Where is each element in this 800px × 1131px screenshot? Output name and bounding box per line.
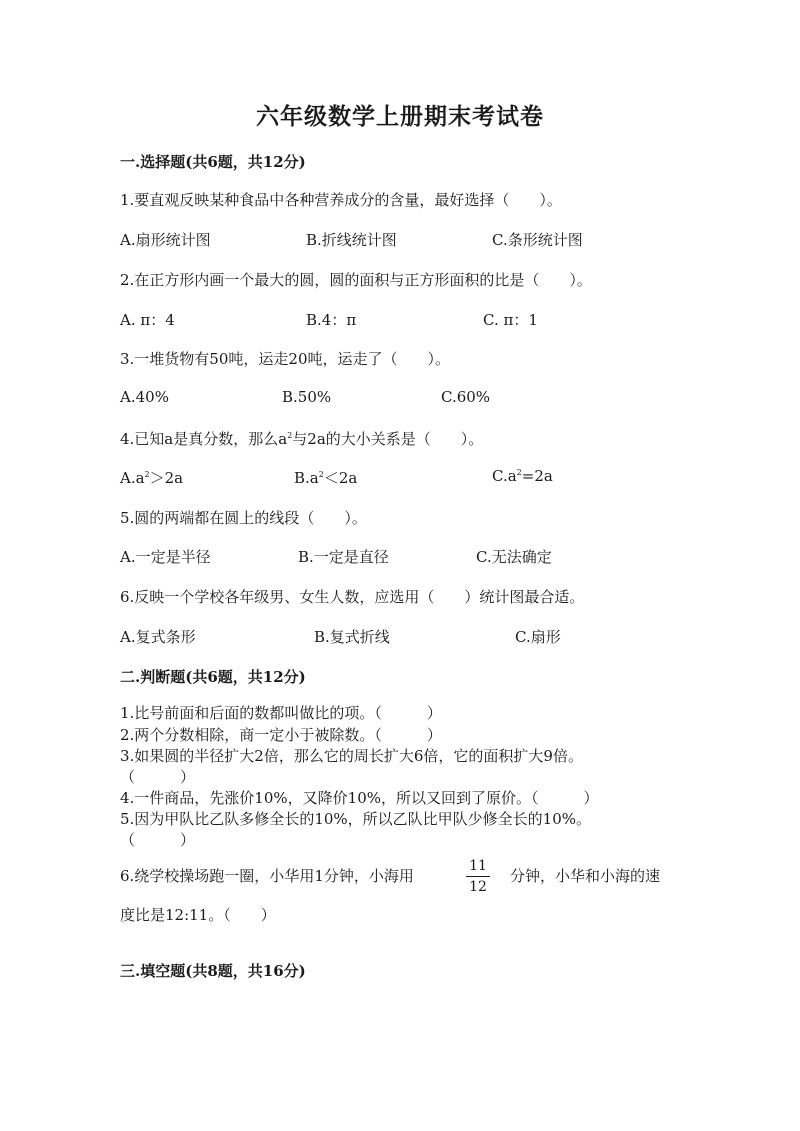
question-3-option-b: B.50%	[282, 388, 332, 406]
question-4-option-c: $C.a^2=2a$	[492, 467, 553, 485]
question-6-option-b: B.复式折线	[314, 628, 390, 646]
question-1: 1.要直观反映某种食品中各种营养成分的含量，最好选择（ ）。	[120, 191, 562, 209]
fraction-bar	[466, 876, 490, 877]
question-5-option-a: A.一定是半径	[120, 548, 211, 566]
question-6-option-a: A.复式条形	[120, 628, 196, 646]
question-1-option-a: A.扇形统计图	[120, 231, 211, 249]
tf-question-2: 2.两个分数相除，商一定小于被除数。（ ）	[120, 726, 442, 744]
fraction-11-12	[466, 858, 490, 896]
question-4-option-a: $A.a^2>2a$	[120, 469, 184, 487]
section-heading-true-false: 二.判断题(共6题，共12分)	[120, 668, 306, 686]
question-3-option-a: A.40%	[120, 388, 169, 406]
question-3-option-c: C.60%	[441, 388, 491, 406]
question-2-option-c: C. π：1	[483, 311, 538, 329]
tf-question-6-part-2: 分钟，小华和小海的速	[510, 867, 661, 885]
question-5: 5.圆的两端都在圆上的线段（ ）。	[120, 509, 367, 527]
tf-question-3-answer-blank: （ ）	[120, 768, 196, 786]
question-6-option-c: C.扇形	[515, 628, 561, 646]
question-4: 4.已知a是真分数，那么$a^2$与2a的大小关系是（ ）。	[120, 430, 484, 448]
fraction-numerator: 11	[469, 858, 487, 874]
tf-question-1: 1.比号前面和后面的数都叫做比的项。（ ）	[120, 704, 442, 722]
question-1-option-c: C.条形统计图	[492, 231, 583, 249]
question-5-option-c: C.无法确定	[476, 548, 552, 566]
tf-question-5-answer-blank: （ ）	[120, 831, 196, 849]
question-1-option-b: B.折线统计图	[306, 231, 397, 249]
tf-question-4: 4.一件商品，先涨价10%，又降价10%，所以又回到了原价。（ ）	[120, 789, 599, 807]
tf-question-6-part-1: 6.绕学校操场跑一圈，小华用1分钟，小海用	[120, 867, 414, 885]
question-6: 6.反映一个学校各年级男、女生人数，应选用（ ）统计图最合适。	[120, 588, 585, 606]
question-2-option-b: B.4：π	[306, 311, 357, 329]
section-heading-fill-in: 三.填空题(共8题，共16分)	[120, 962, 306, 980]
fraction-denominator: 12	[469, 879, 487, 895]
tf-question-5: 5.因为甲队比乙队多修全长的10%，所以乙队比甲队少修全长的10%。	[120, 810, 591, 828]
question-3: 3.一堆货物有50吨，运走20吨，运走了（ ）。	[120, 350, 450, 368]
question-2: 2.在正方形内画一个最大的圆，圆的面积与正方形面积的比是（ ）。	[120, 271, 592, 289]
tf-question-6-line-2: 度比是12:11。（ ）	[120, 906, 276, 924]
question-4-option-b: $B.a^2<2a$	[294, 469, 358, 487]
page-title: 六年级数学上册期末考试卷	[256, 103, 544, 130]
question-2-option-a: A. π：4	[120, 311, 175, 329]
question-5-option-b: B.一定是直径	[298, 548, 389, 566]
section-heading-multiple-choice: 一.选择题(共6题，共12分)	[120, 153, 306, 171]
tf-question-3: 3.如果圆的半径扩大2倍，那么它的周长扩大6倍，它的面积扩大9倍。	[120, 747, 583, 765]
